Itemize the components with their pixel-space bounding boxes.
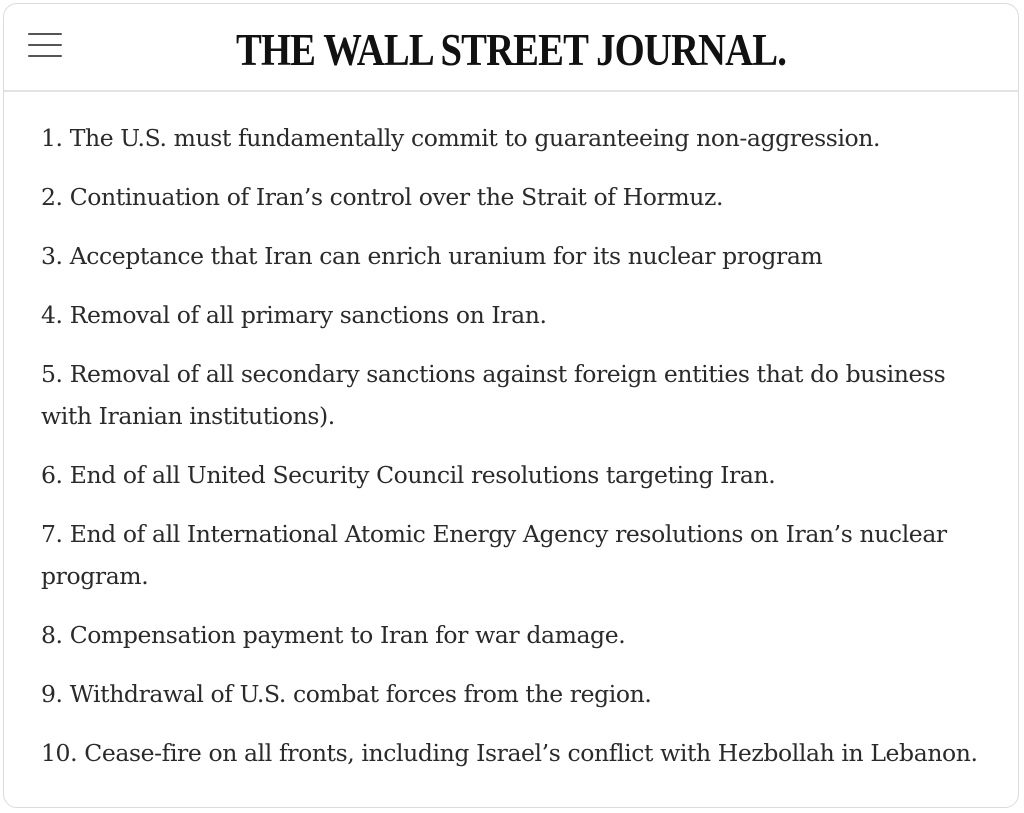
masthead-logo[interactable]: THE WALL STREET JOURNAL. <box>235 25 787 75</box>
list-item: 4. Removal of all primary sanctions on Iran. <box>41 301 547 329</box>
list-item: 6. End of all United Security Council resolutions targeting Iran. <box>41 461 776 489</box>
list-item: 5. Removal of all secondary sanctions against foreign entities that do business with Iranian institutions). <box>41 360 946 430</box>
list-item: 7. End of all International Atomic Energy Agency resolutions on Iran’s nuclear program. <box>41 520 947 590</box>
list-item: 8. Compensation payment to Iran for war damage. <box>41 621 626 649</box>
list-item: 1. The U.S. must fundamentally commit to guaranteeing non-aggression. <box>41 124 881 152</box>
article-card <box>3 3 1019 808</box>
list-item: 3. Acceptance that Iran can enrich uranium for its nuclear program <box>41 242 823 270</box>
demands-list <box>41 117 991 791</box>
list-item: 10. Cease-fire on all fronts, including Israel’s conflict with Hezbollah in Lebanon. <box>41 739 978 767</box>
list-item: 2. Continuation of Iran’s control over the Strait of Hormuz. <box>41 183 724 211</box>
site-header <box>4 4 1018 92</box>
hamburger-menu-icon[interactable] <box>28 31 62 59</box>
list-item: 9. Withdrawal of U.S. combat forces from the region. <box>41 680 652 708</box>
